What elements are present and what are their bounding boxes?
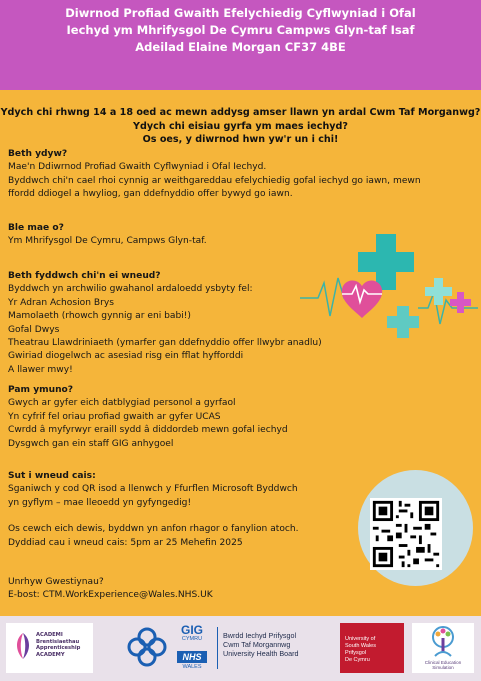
university-of-south-wales-logo <box>340 623 404 673</box>
health-cross-heart-graphic <box>300 228 478 346</box>
section-apply <box>8 470 299 550</box>
footer-logos <box>0 616 481 681</box>
section-activities <box>8 270 322 377</box>
intro <box>0 106 481 147</box>
section-where-heading: Ble mae o? <box>8 223 64 233</box>
section-why <box>8 384 288 451</box>
nhs-wordmark: NHS <box>177 651 207 663</box>
cwm-taf-morgannwg-uhb-logo <box>125 623 330 673</box>
header-line-3: Adeilad Elaine Morgan CF37 4BE <box>135 40 346 54</box>
section-what-line-3: ffordd ddiogel a hwyliog, gan ddefnyddio offer bywyd go iawn. <box>8 189 293 200</box>
why-item: Cwrdd â myfyrwyr eraill sydd â diddordeb mewn gofal iechyd <box>8 425 288 436</box>
large-cross-icon <box>358 234 414 290</box>
activity-item: Byddwch yn archwilio gwahanol ardaloedd ysbyty fel: <box>8 284 253 295</box>
activity-item: A llawer mwy! <box>8 364 73 375</box>
intro-line-3: Os oes, y diwrnod hwn yw'r un i chi! <box>142 134 339 145</box>
heart-icon <box>342 280 382 318</box>
section-why-heading: Pam ymuno? <box>8 385 74 395</box>
section-apply-line-3: Os cewch eich dewis, byddwn yn anfon rhagor o fanylion atoch. <box>8 524 299 535</box>
activity-item: Theatrau Llawdriniaeth (ymarfer gan ddefnyddio offer llwybr anadlu) <box>8 338 322 349</box>
usw-logo-text: University of South Wales Prifysgol De Cymru <box>345 636 376 663</box>
activity-item: Yr Adran Achosion Brys <box>8 297 114 308</box>
why-item: Yn cyfrif fel oriau profiad gwaith ar gyfer UCAS <box>8 411 221 422</box>
small-cross-icon <box>425 278 452 305</box>
pink-cross-icon <box>450 292 471 313</box>
apprenticeship-academy-logo <box>6 623 93 673</box>
section-apply-line-1: Sganiwch y cod QR isod a llenwch y Ffurflen Microsoft Byddwch <box>8 484 298 495</box>
header-line-1: Diwrnod Profiad Gwaith Efelychiedig Cyflwyniad i Ofal <box>65 6 416 20</box>
section-where <box>8 222 207 249</box>
section-what-line-1: Mae'n Ddiwrnod Profiad Gwaith Cyflwyniad i Ofal Iechyd. <box>8 162 267 173</box>
clinical-education-simulation-logo <box>412 623 474 673</box>
section-apply-deadline: Dyddiad cau i wneud cais: 5pm ar 25 Mehefin 2025 <box>8 537 243 548</box>
header-line-2: Iechyd ym Mhrifysgol De Cymru Campws Glyn-taf Isaf <box>66 23 415 37</box>
qr-code-icon[interactable] <box>370 498 442 570</box>
tree-person-icon <box>429 626 457 658</box>
questions-email[interactable]: E-bost: CTM.WorkExperience@Wales.NHS.UK <box>8 590 213 601</box>
clinical-logo-text: Clinical Education Simulation <box>424 660 462 671</box>
gig-cymru-wordmark: GIG CYMRU <box>180 623 203 642</box>
section-questions <box>8 576 213 603</box>
wales-wordmark: WALES <box>182 664 202 670</box>
questions-heading: Unrhyw Gwestiynau? <box>8 577 104 587</box>
academy-swirl-icon <box>12 631 34 661</box>
academy-logo-text: ACADEMI Brentisiaethau Apprenticeship ACADEMY <box>36 632 81 658</box>
medium-cross-icon <box>387 306 419 338</box>
section-what-line-2: Byddwch chi'n cael rhoi cynnig ar weithgareddau efelychiedig gofal iechyd go iawn, mewn <box>8 175 421 186</box>
activity-item: Gofal Dwys <box>8 324 60 335</box>
header-banner <box>0 0 481 90</box>
section-apply-heading: Sut i wneud cais: <box>8 471 96 481</box>
section-apply-line-2: yn gyflym – mae lleoedd yn gyfyngedig! <box>8 497 192 508</box>
section-what <box>8 148 421 202</box>
heartbeat-line-right-icon <box>418 292 478 324</box>
why-item: Gwych ar gyfer eich datblygiad personol a gyrfaol <box>8 398 236 409</box>
celtic-knot-icon <box>125 625 169 669</box>
section-activities-heading: Beth fyddwch chi'n ei wneud? <box>8 271 161 281</box>
section-where-line-1: Ym Mhrifysgol De Cymru, Campws Glyn-taf. <box>8 236 207 247</box>
uhb-name: Bwrdd Iechyd Prifysgol Cwm Taf Morgannwg University Health Board <box>223 631 299 658</box>
activity-item: Mamolaeth (rhowch gynnig ar eni babi!) <box>8 311 191 322</box>
section-what-heading: Beth ydyw? <box>8 149 68 159</box>
intro-line-2: Ydych chi eisiau gyrfa ym maes iechyd? <box>133 120 348 132</box>
activity-item: Gwiriad diogelwch ac asesiad risg ein fflat hyfforddi <box>8 351 244 362</box>
why-item: Dysgwch gan ein staff GIG anhygoel <box>8 438 174 449</box>
logo-divider <box>217 627 218 669</box>
intro-line-1: Ydych chi rhwng 14 a 18 oed ac mewn addysg amser llawn yn ardal Cwm Taf Morganwg? <box>0 107 481 118</box>
